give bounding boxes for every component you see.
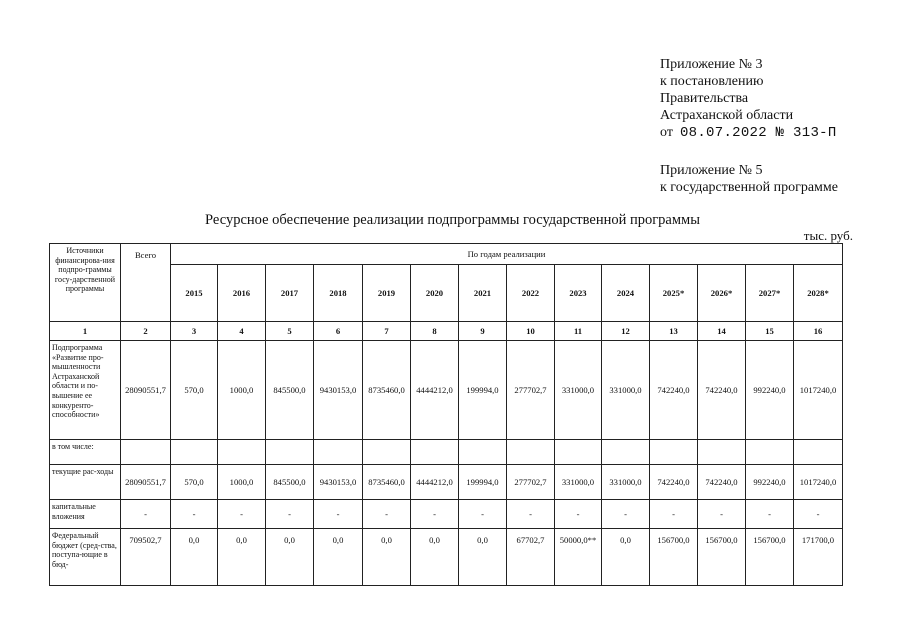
by-years-header: По годам реализации — [171, 244, 843, 265]
year-value-cell: 992240,0 — [746, 341, 794, 440]
year-value-cell: 8735460,0 — [363, 341, 411, 440]
year-value-cell: 0,0 — [218, 529, 266, 586]
units-label: тыс. руб. — [803, 228, 853, 243]
year-value-cell — [650, 440, 698, 465]
column-index: 5 — [266, 322, 314, 341]
year-value-cell — [698, 440, 746, 465]
total-header: Всего — [121, 244, 171, 322]
column-index: 13 — [650, 322, 698, 341]
year-value-cell: 331000,0 — [555, 341, 602, 440]
year-value-cell — [507, 440, 555, 465]
year-value-cell: 845500,0 — [266, 465, 314, 500]
year-header: 2017 — [266, 265, 314, 322]
year-value-cell: 8735460,0 — [363, 465, 411, 500]
attachment-5-line2: к государственной программе — [660, 180, 838, 195]
year-value-cell: - — [794, 500, 843, 529]
row-total-cell: - — [121, 500, 171, 529]
row-total-cell — [121, 440, 171, 465]
year-value-cell: 277702,7 — [507, 341, 555, 440]
year-value-cell: 4444212,0 — [411, 341, 459, 440]
year-value-cell: 156700,0 — [698, 529, 746, 586]
year-value-cell: 742240,0 — [698, 341, 746, 440]
table-body — [50, 244, 843, 586]
attachment-3-date-line — [660, 124, 837, 142]
resource-table — [49, 243, 843, 586]
year-value-cell: 9430153,0 — [314, 341, 363, 440]
subprogram-row — [50, 341, 843, 440]
year-value-cell: - — [555, 500, 602, 529]
year-value-cell — [746, 440, 794, 465]
year-value-cell: - — [411, 500, 459, 529]
year-value-cell: - — [459, 500, 507, 529]
year-value-cell: 570,0 — [171, 465, 218, 500]
year-header: 2019 — [363, 265, 411, 322]
column-index: 7 — [363, 322, 411, 341]
attachment-3-title: Приложение № 3 — [660, 57, 763, 72]
header-row-1 — [50, 244, 843, 265]
year-header: 2024 — [602, 265, 650, 322]
column-index: 2 — [121, 322, 171, 341]
column-index: 14 — [698, 322, 746, 341]
year-value-cell: 156700,0 — [650, 529, 698, 586]
attachment-5-title: Приложение № 5 — [660, 163, 763, 178]
column-index: 16 — [794, 322, 843, 341]
year-value-cell: 570,0 — [171, 341, 218, 440]
attachment-5-block — [660, 162, 838, 196]
year-value-cell: 277702,7 — [507, 465, 555, 500]
year-header: 2022 — [507, 265, 555, 322]
index-row — [50, 322, 843, 341]
year-value-cell: - — [650, 500, 698, 529]
year-value-cell: 1017240,0 — [794, 465, 843, 500]
year-value-cell: - — [314, 500, 363, 529]
column-index: 8 — [411, 322, 459, 341]
column-index: 4 — [218, 322, 266, 341]
year-value-cell: - — [266, 500, 314, 529]
attachment-3-line4: Астраханской области — [660, 108, 794, 123]
year-value-cell: - — [218, 500, 266, 529]
column-index: 1 — [50, 322, 121, 341]
including-row — [50, 440, 843, 465]
year-value-cell — [602, 440, 650, 465]
year-value-cell — [171, 440, 218, 465]
year-value-cell: 0,0 — [314, 529, 363, 586]
column-index: 3 — [171, 322, 218, 341]
year-value-cell: 992240,0 — [746, 465, 794, 500]
federal-budget-row — [50, 529, 843, 586]
year-value-cell: 156700,0 — [746, 529, 794, 586]
year-value-cell: - — [602, 500, 650, 529]
sources-header: Источники финансирова-ния подпро-граммы госу-дарственной программы — [50, 244, 121, 322]
column-index: 12 — [602, 322, 650, 341]
year-value-cell: 0,0 — [171, 529, 218, 586]
row-total-cell: 28090551,7 — [121, 465, 171, 500]
year-value-cell: - — [698, 500, 746, 529]
year-value-cell: 50000,0** — [555, 529, 602, 586]
row-label: Федеральный бюджет (сред-ства, поступа-ющие в бюд- — [50, 529, 121, 586]
year-value-cell: 742240,0 — [650, 465, 698, 500]
year-value-cell: - — [171, 500, 218, 529]
attachment-3-line2: к постановлению — [660, 74, 764, 89]
year-value-cell: - — [507, 500, 555, 529]
year-value-cell: 4444212,0 — [411, 465, 459, 500]
date-prefix: от — [660, 125, 673, 140]
year-value-cell — [411, 440, 459, 465]
year-value-cell: 331000,0 — [602, 465, 650, 500]
year-value-cell: 331000,0 — [555, 465, 602, 500]
document-title: Ресурсное обеспечение реализации подпрограммы государственной программы — [205, 212, 700, 228]
year-value-cell: 1000,0 — [218, 341, 266, 440]
row-label: в том числе: — [50, 440, 121, 465]
year-value-cell: - — [746, 500, 794, 529]
year-header: 2028* — [794, 265, 843, 322]
year-value-cell: 67702,7 — [507, 529, 555, 586]
year-header: 2026* — [698, 265, 746, 322]
year-value-cell — [555, 440, 602, 465]
year-value-cell: 9430153,0 — [314, 465, 363, 500]
year-value-cell — [314, 440, 363, 465]
year-value-cell: 845500,0 — [266, 341, 314, 440]
year-value-cell: 742240,0 — [698, 465, 746, 500]
column-index: 10 — [507, 322, 555, 341]
row-total-cell: 709502,7 — [121, 529, 171, 586]
capital-investments-row — [50, 500, 843, 529]
column-index: 9 — [459, 322, 507, 341]
column-index: 15 — [746, 322, 794, 341]
column-index: 11 — [555, 322, 602, 341]
year-value-cell: 0,0 — [266, 529, 314, 586]
year-header: 2020 — [411, 265, 459, 322]
row-total-cell: 28090551,7 — [121, 341, 171, 440]
row-label: текущие рас-ходы — [50, 465, 121, 500]
year-value-cell — [218, 440, 266, 465]
year-value-cell: 1000,0 — [218, 465, 266, 500]
row-label: Подпрограмма «Развитие про-мышленности Астраханской области и по-вышение ее конкуренто-способности» — [50, 341, 121, 440]
year-value-cell — [459, 440, 507, 465]
year-value-cell: 199994,0 — [459, 341, 507, 440]
year-value-cell: 0,0 — [602, 529, 650, 586]
decree-date-number: 08.07.2022 № 313-П — [679, 125, 837, 141]
year-header: 2027* — [746, 265, 794, 322]
year-header: 2018 — [314, 265, 363, 322]
year-value-cell: 171700,0 — [794, 529, 843, 586]
year-value-cell — [363, 440, 411, 465]
year-value-cell — [266, 440, 314, 465]
row-label: капитальные вложения — [50, 500, 121, 529]
year-value-cell: - — [363, 500, 411, 529]
year-header: 2025* — [650, 265, 698, 322]
year-value-cell: 742240,0 — [650, 341, 698, 440]
year-header: 2023 — [555, 265, 602, 322]
year-header: 2016 — [218, 265, 266, 322]
year-value-cell: 199994,0 — [459, 465, 507, 500]
year-header: 2015 — [171, 265, 218, 322]
year-header: 2021 — [459, 265, 507, 322]
attachment-3-block — [660, 56, 837, 142]
column-index: 6 — [314, 322, 363, 341]
year-value-cell: 0,0 — [363, 529, 411, 586]
year-value-cell: 1017240,0 — [794, 341, 843, 440]
year-value-cell — [794, 440, 843, 465]
year-value-cell: 331000,0 — [602, 341, 650, 440]
attachment-3-line3: Правительства — [660, 91, 749, 106]
year-value-cell: 0,0 — [459, 529, 507, 586]
current-expenses-row — [50, 465, 843, 500]
year-value-cell: 0,0 — [411, 529, 459, 586]
